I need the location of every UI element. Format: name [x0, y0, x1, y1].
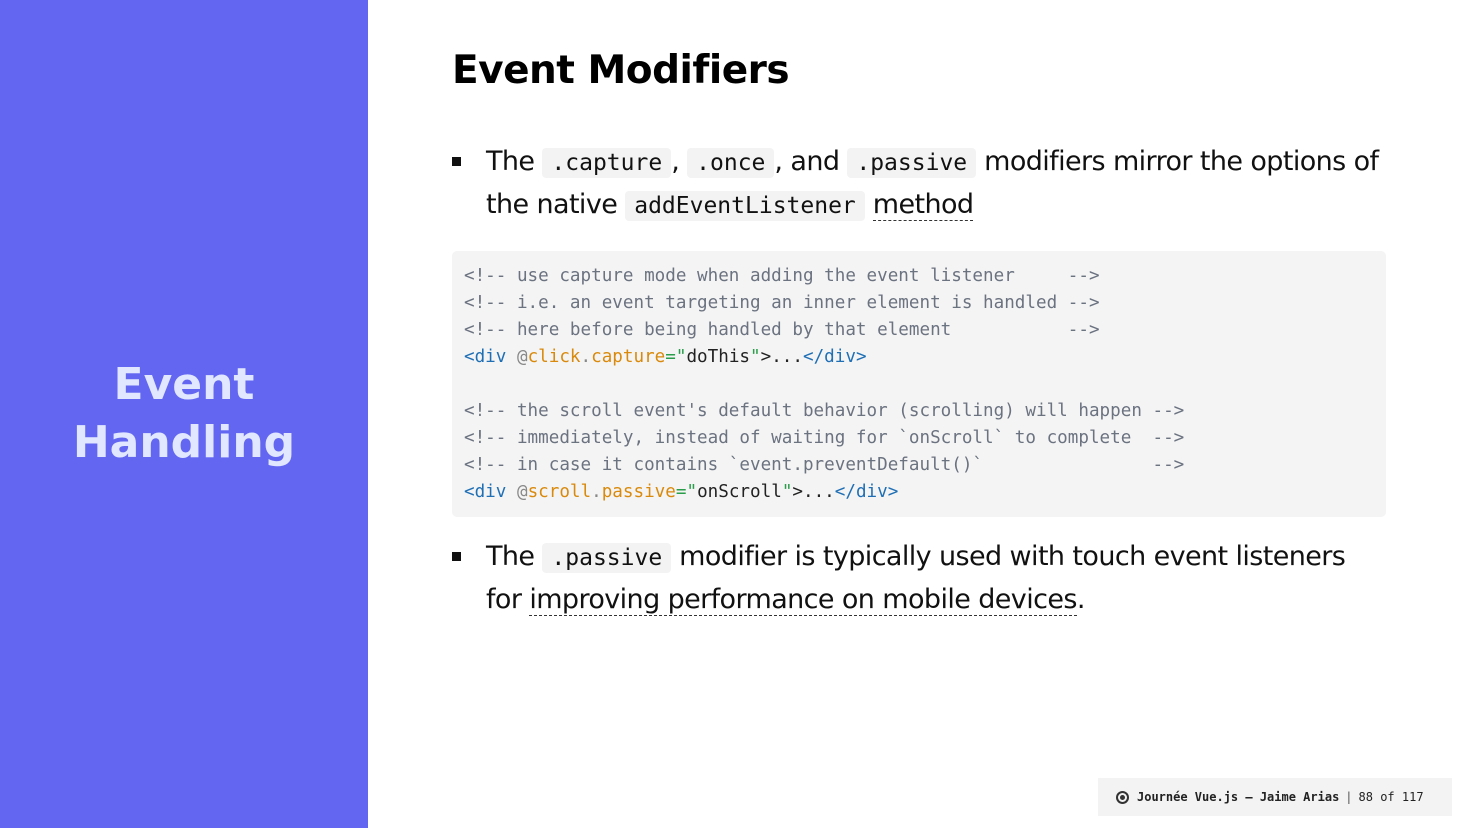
code-at: @ [516, 482, 528, 502]
code-value: onScroll [697, 482, 782, 502]
performance-link[interactable]: improving performance on mobile devices [529, 584, 1077, 615]
page-counter: 88 of 117 [1358, 790, 1424, 804]
code-block [452, 251, 1386, 517]
code-text: >... [760, 347, 803, 367]
slide-footer [1098, 778, 1452, 816]
inline-code-passive: .passive [847, 148, 976, 178]
inline-code-once: .once [687, 148, 774, 178]
code-comment-line: <!-- the scroll event's default behavior (scrolling) will happen --> [464, 401, 1185, 421]
vue-logo-icon [1116, 791, 1129, 804]
bullet-text [486, 141, 1386, 227]
text-segment: , and [774, 146, 848, 177]
code-comment-line: <!-- immediately, instead of waiting for `onScroll` to complete --> [464, 428, 1185, 448]
code-at: @ [516, 347, 528, 367]
text-segment: , [671, 146, 688, 177]
section-title-line2: Handling [72, 417, 296, 468]
bullet-marker [452, 157, 461, 166]
bullet-text [486, 536, 1386, 620]
code-tag: </div> [834, 482, 899, 502]
code-tag: <div [464, 347, 517, 367]
code-comment-line: <!-- i.e. an event targeting an inner element is handled --> [464, 293, 1100, 313]
inline-code-capture: .capture [542, 148, 671, 178]
text-segment: The [486, 146, 543, 177]
sidebar [0, 0, 368, 828]
text-segment: The [486, 541, 543, 572]
bullet-marker [452, 552, 461, 561]
section-title-line1: Event [113, 359, 255, 410]
code-value: doThis [686, 347, 751, 367]
code-event: scroll [527, 482, 592, 502]
text-segment: modifier is typically used with touch event listeners for [486, 541, 1346, 615]
footer-title: Journée Vue.js – Jaime Arias [1137, 790, 1340, 804]
text-segment: . [1076, 584, 1085, 615]
code-text: >... [792, 482, 835, 502]
code-tag: </div> [803, 347, 867, 367]
code-quote: " [781, 482, 793, 502]
code-eq: =" [675, 482, 698, 502]
code-dot: . [580, 347, 592, 367]
inline-code-passive: .passive [542, 543, 671, 573]
footer-separator: | [1345, 790, 1353, 804]
bullet-item-1 [452, 141, 1386, 227]
code-modifier: capture [591, 347, 666, 367]
code-event: click [527, 347, 581, 367]
code-dot: . [591, 482, 602, 502]
text-segment: modifiers mirror the options of the native [486, 146, 1379, 220]
code-tag: <div [464, 482, 517, 502]
code-eq: =" [665, 347, 687, 367]
code-comment-line: <!-- use capture mode when adding the event listener --> [464, 266, 1100, 286]
code-modifier: passive [601, 482, 676, 502]
section-title [73, 356, 295, 472]
slide-title: Event Modifiers [452, 48, 790, 93]
code-comment-line: <!-- here before being handled by that element --> [464, 320, 1100, 340]
code-content [464, 263, 1374, 506]
method-link[interactable]: method [872, 189, 974, 220]
code-quote: " [750, 347, 761, 367]
bullet-item-2 [452, 536, 1386, 620]
code-comment-line: <!-- in case it contains `event.preventDefault()` --> [464, 455, 1185, 475]
inline-code-addeventlistener: addEventListener [625, 191, 865, 221]
